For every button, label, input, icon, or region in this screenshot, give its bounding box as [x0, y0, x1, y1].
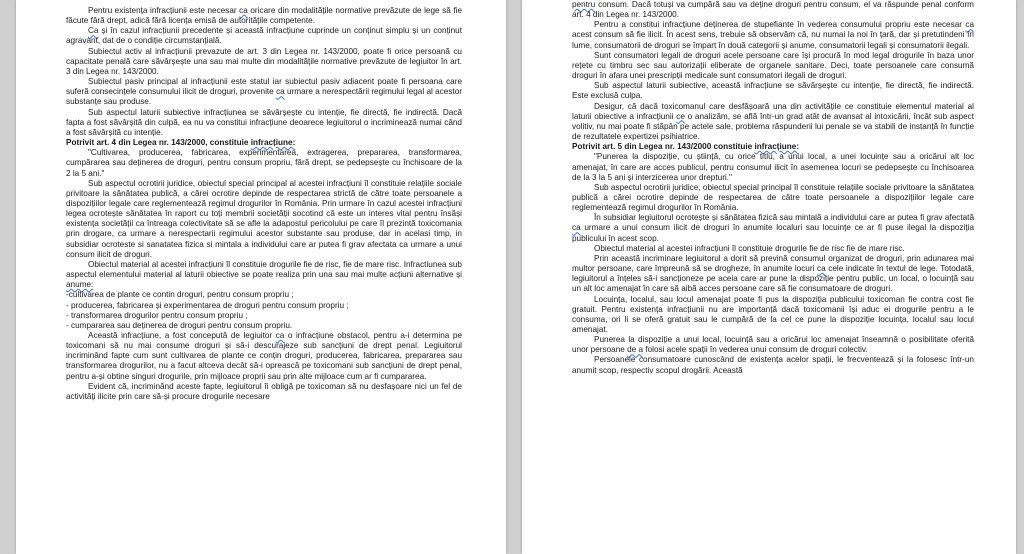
- paragraph-text: Subiectul pasiv principal al infracțiunii este statul iar subiectul pasiv adiacent poate fi persoana care suferă consecințele consumului ilicit de droguri, provenite: [66, 77, 462, 97]
- paragraph-text: - transformarea drogurilor pentru consum propriu ;: [66, 310, 248, 320]
- paragraph-text: Pentru a constitui infracțiune deținerea de stupefiante în vederea consumului propriu este necesar: [594, 20, 966, 30]
- paragraph: [572, 254, 974, 295]
- page-right-text: [572, 0, 974, 376]
- spellcheck-flagged-text: infracțiune:: [754, 142, 800, 152]
- spellcheck-flagged-text: ca: [965, 20, 974, 30]
- spellcheck-flagged-text: ca: [276, 87, 285, 97]
- paragraph-text: și în cazul infracțiunii precedente și această infracțiune cuprinde un conținut simplu și un conținut agravant, dat de o condiție circumstanțială.: [66, 26, 462, 46]
- paragraph: [572, 142, 974, 152]
- document-page-right: [522, 0, 1016, 554]
- paragraph: [572, 152, 974, 182]
- paragraph: [66, 382, 462, 402]
- paragraph-text: consum. Dacă totuși va cumpără sau va deține droguri pentru consum, el va răspunde penal conform art. 4 din Legea nr. 143/2000.: [572, 0, 974, 20]
- document-page-left: [16, 0, 506, 554]
- paragraph: [572, 244, 974, 254]
- spellcheck-flagged-text: pentru: [572, 0, 596, 9]
- paragraph-text: "Punerea la dispoziție, cu știință, cu orice titlu, a unui local, a unei locuințe sau a oricărui alt loc amenajat, în care are acces publicul, pentru consumul ilicit în asemenea locuri se pedepsește cu închisoarea de la 3 la 5 ani și interzicerea unor drepturi.": [572, 152, 974, 182]
- spellcheck-flagged-text: de a: [627, 345, 644, 355]
- page-left-text: [66, 6, 462, 402]
- paragraph-text: Sub aspectul ocrotirii juridice, obiectul special principal al acestei infracțiuni îl constituie relațiile sociale privitoare la sănătatea publică, a cărei ocrotire depinde de respectarea strictă de către toate persoanele a dispozițiilor legale care reglementează regimul drogurilor în România. Prin urmare în cazul acestei infracțiuni legea ocrotește sănătatea în raport cu toți membrii societății socotind că este un interes vital pentru însăși existența societății ca întreaga colectivitate să se afle la adapostul pericolului pe care îl prezintă toxicomania prin drogare, ca urmare a nerespectarii regimului acestor substante sau produse, dar in acelasi timp, in subsidiar ocroteste si sanatatea fizica si mintala a individului care ar putea fi grav afectata ca urmare a unui consum ilicit de droguri.: [66, 178, 462, 259]
- spellcheck-flagged-text: ca: [572, 223, 581, 233]
- paragraph-text: Persoanele consumatoare cunoscând de existența acelor spații, le frecventează și la folosesc într-un anumit scop, respectiv scopul drogării. Această: [572, 355, 974, 375]
- paragraph: [66, 26, 462, 46]
- spellcheck-flagged-text: anume:: [66, 280, 94, 290]
- spellcheck-flagged-text: ca: [239, 6, 248, 15]
- paragraph-text: Obiectul material al acestei infracțiuni îl constituie drogurile fie de risc fie de mare risc.: [594, 243, 905, 253]
- paragraph-text: Sub aspectul laturii subiective infracțiunea se săvârșește cu intenție, fie directă, fie indirectă. Dacă fapta a fost săvârșită din culpă, ea nu va constitui infracțiune deoarece legiuitorul o incriminează numai când a fost săvârșită cu intenție.: [66, 107, 462, 137]
- paragraph: [572, 20, 974, 50]
- spellcheck-flagged-text: ca: [817, 264, 826, 274]
- paragraph-text: Potrivit art. 5 din Legea nr. 143/2000 constituie: [572, 142, 755, 152]
- paragraph-text: "Cultivarea, producerea, fabricarea, experimentarea, extragerea, prepararea, transformarea, cumpărarea sau deținerea de droguri, pentru consum propriu, fără drept, se pedepsește cu închisoare de la 2 la 5 ani.": [66, 148, 462, 178]
- paragraph-text: Obiectul material al acestei infracțiuni îl constituie drogurile fie de risc, fie de mare risc. Infractiunea sub aspectul elementului material al laturii obiective se poate realiza prin una sau mai multe acțiuni alternative și: [66, 259, 462, 280]
- paragraph: [66, 148, 462, 178]
- paragraph-text: Această infracțiune, a fost concepută de legiuitor: [88, 331, 276, 340]
- paragraph-text: În subsidiar legiuitorul ocrotește și sănătatea fizică sau mintală a individului care ar putea fi grav afectată: [594, 213, 974, 223]
- paragraph: [66, 138, 462, 148]
- paragraph: [66, 260, 462, 290]
- paragraph: [66, 77, 462, 107]
- paragraph-text: Pentru existența infracțiunii este necesar: [88, 6, 240, 15]
- paragraph: [572, 183, 974, 213]
- paragraph: [66, 311, 462, 321]
- paragraph-text: o analizăm, se află într-un grad atât de avansat al intoxicării, încât sub aspect volitiv, nu mai poate fi stăpân pe actele sale, problema răspunderii lui penale se va stabili de instanță în funcție de rezultatele expertizei psihiatrice.: [572, 111, 974, 142]
- paragraph-text: o infracțiune obstacol, pentru a-i determina pe toxicomani să nu mai consume droguri și să-i descurajeze sub sancțiuni de drept penal. Legiuitorul incriminând fapte cum sunt cultivarea de plante ce conțin droguri, producerea, fabricarea, prepararea sau transformarea drogurilor, nu a facut altceva decât să-i oprească pe toxicomani sub sancțiuni de drept penal, pentru a-și obtine singuri drogurile, prin mijloace proprii sau prin alte mijloace cum ar fi cumpararea.: [66, 331, 462, 381]
- spellcheck-flagged-text: Ca: [88, 26, 99, 36]
- paragraph: [572, 81, 974, 101]
- paragraph: [66, 301, 462, 311]
- paragraph: [66, 290, 462, 300]
- paragraph-text: -cultivarea de plante ce contin droguri, pentru consum propriu ;: [66, 290, 294, 300]
- spellcheck-flagged-text: infracțiune:: [250, 138, 296, 148]
- paragraph-text: Evident că, incriminând aceste fapte, legiuitorul îi obligă pe toxicoman să nu desfașoare nici un fel de activități ilicite prin care să-și procure drogurile necesare: [66, 381, 462, 401]
- paragraph-text: folosi acele spații în vederea unui consum de droguri colectiv.: [643, 345, 868, 355]
- paragraph: [66, 321, 462, 331]
- paragraph: [572, 51, 974, 81]
- paragraph-text: Desigur, că dacă toxicomanul care desfășoară una din activitățile ce constituie elementul material al laturii obiective a infracțiunii: [572, 101, 974, 121]
- paragraph-text: Potrivit art. 4 din Legea nr. 143/2000, constituie: [66, 138, 251, 148]
- paragraph: [66, 47, 462, 77]
- paragraph: [572, 295, 974, 336]
- paragraph: [572, 335, 974, 355]
- spellcheck-flagged-text: ce: [676, 111, 685, 121]
- paragraph-text: Punerea la dispoziție a unui local, locuință sau a oricărui loc amenajat înseamnă o posibilitate oferită unor persoane: [572, 335, 974, 355]
- paragraph-text: oricare din modalitățile normative prevăzute de lege să fie făcute fără drept, adică fără licența emisă de autoritățile competente.: [66, 6, 462, 26]
- paragraph-text: - cumpararea sau deținerea de droguri pentru consum propriu.: [66, 320, 293, 330]
- paragraph: [66, 108, 462, 138]
- paragraph-text: Sunt consumatori legali de droguri acele persoane care își procură în mod legal drogurile în baza unor rețete cu timbru sec sau autorizații eliberate de organele sanitare. Deci, toate persoanele care consumă droguri în afara unei prescripții medicale sunt consumatori ilegali de droguri.: [572, 50, 974, 81]
- paragraph-text: urmare a nerespectării regimului legal al acestor substanțe sau produse.: [66, 87, 462, 107]
- paragraph: [66, 179, 462, 260]
- paragraph-text: Locuința, localul, sau locul amenajat poate fi pus la dispoziția publicului toxicoman fie contra cost fie gratuit. Pentru existența infracțiunii nu are importanță dacă toxicomanii își aduc ei drogurile pentru a le consuma, ori li se oferă gratuit sau le cumpără de la cel ce pune la dispoziție locuința, localul sau locul amenajat.: [572, 294, 974, 334]
- paragraph-text: cele indicate în textul de lege. Totodată, legiuitorul a înțeles să-i sancționeze pe aceia care ar pune la dispoziție pentru public, un local, o locuință sau un alt loc amenajat în care să aibă acces persoane care să fie consumatoare de droguri.: [572, 264, 974, 294]
- paragraph-text: Sub aspectul laturii subiective, această infracțiune se săvârșește cu intenție, fie directă, fie indirectă. Este exclusă culpa.: [572, 81, 974, 101]
- paragraph-text: Prin această incriminare legiuitorul a dorit să prevină consumul organizat de droguri, prin adunarea mai multor persoane, care împreună să se drogheze, în anumite locuri: [572, 253, 974, 274]
- paragraph: [572, 102, 974, 143]
- spellcheck-flagged-text: ca: [275, 331, 285, 340]
- paragraph: [66, 331, 462, 382]
- paragraph: [66, 6, 462, 26]
- paragraph-text: Subiectul activ al infracțiunii prevazute de art. 3 din Legea nr. 143/2000, poate fi orice persoană cu capacitate penală care săvârșește una sau mai multe din modalitățile normative prevăzute de legiuitor în art. 3 din Legea nr. 143/2000.: [66, 46, 462, 76]
- paragraph-text: - producerea, fabricarea și experimentarea de droguri pentru consum propriu ;: [66, 300, 349, 310]
- paragraph-text: urmare a unui consum ilicit de droguri în anumite localuri sau locuințe ce ar fi puse ilegal la dispoziția publicului în acest scop.: [572, 223, 974, 243]
- paragraph: [572, 213, 974, 243]
- paragraph-text: acest consum să fie ilicit. În acest sens, trebuie să observăm că, nu numai la noi în țară, dar și pretutindeni în lume, consumatorii de droguri se împart în două categorii și anume, consumatorii legali și consumatorii ilegali.: [572, 30, 974, 50]
- paragraph: [572, 355, 974, 375]
- paragraph: [572, 0, 974, 20]
- paragraph-text: Sub aspectul ocrotirii juridice, obiectul special principal îl constituie relațiile sociale privitoare la sănătatea publică a cărei ocrotire depinde de respectarea de către toate persoanele a dispozițiilor legale care reglementează regimul drogurilor în România.: [572, 182, 974, 213]
